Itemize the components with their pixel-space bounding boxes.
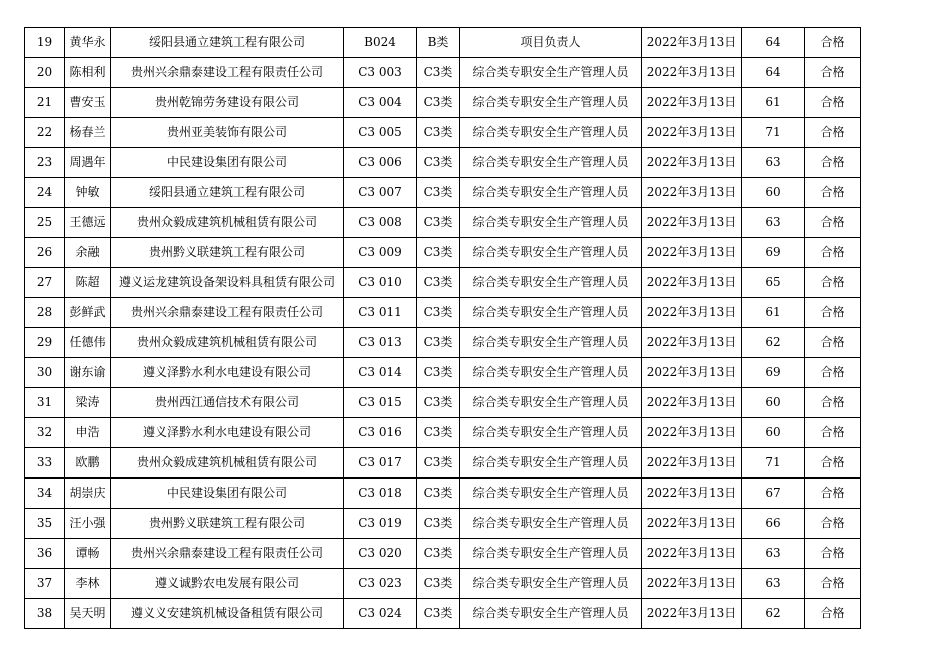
- exam-score-cell: 61: [742, 298, 805, 328]
- exam-code-cell: C3 016: [344, 418, 417, 448]
- exam-score-cell: 64: [742, 28, 805, 58]
- table-row: [25, 448, 861, 479]
- table-row: [25, 569, 861, 599]
- company-name-cell: 贵州兴余鼎泰建设工程有限责任公司: [111, 298, 344, 328]
- table-row: [25, 178, 861, 208]
- position-role-cell: 综合类专职安全生产管理人员: [460, 448, 642, 479]
- exam-score-cell: 60: [742, 178, 805, 208]
- table-row: [25, 478, 861, 509]
- exam-code-cell: C3 014: [344, 358, 417, 388]
- exam-result-cell: 合格: [805, 328, 861, 358]
- table-row: [25, 88, 861, 118]
- row-number-cell: 30: [25, 358, 65, 388]
- position-role-cell: 综合类专职安全生产管理人员: [460, 509, 642, 539]
- exam-code-cell: C3 009: [344, 238, 417, 268]
- row-number-cell: 26: [25, 238, 65, 268]
- person-name-cell: 陈超: [65, 268, 111, 298]
- exam-result-cell: 合格: [805, 358, 861, 388]
- company-name-cell: 绥阳县通立建筑工程有限公司: [111, 28, 344, 58]
- exam-date-cell: 2022年3月13日: [642, 238, 742, 268]
- company-name-cell: 遵义泽黔水利水电建设有限公司: [111, 418, 344, 448]
- person-name-cell: 钟敏: [65, 178, 111, 208]
- table-row: [25, 358, 861, 388]
- position-role-cell: 综合类专职安全生产管理人员: [460, 178, 642, 208]
- row-number-cell: 28: [25, 298, 65, 328]
- table-row: [25, 208, 861, 238]
- row-number-cell: 23: [25, 148, 65, 178]
- exam-result-cell: 合格: [805, 148, 861, 178]
- table-row: [25, 298, 861, 328]
- exam-result-cell: 合格: [805, 539, 861, 569]
- exam-score-cell: 71: [742, 118, 805, 148]
- exam-date-cell: 2022年3月13日: [642, 88, 742, 118]
- exam-class-cell: C3类: [417, 358, 460, 388]
- company-name-cell: 贵州兴余鼎泰建设工程有限责任公司: [111, 539, 344, 569]
- exam-result-cell: 合格: [805, 268, 861, 298]
- table-row: [25, 58, 861, 88]
- company-name-cell: 贵州乾锦劳务建设有限公司: [111, 88, 344, 118]
- results-table-body: [25, 28, 861, 629]
- position-role-cell: 综合类专职安全生产管理人员: [460, 118, 642, 148]
- exam-class-cell: C3类: [417, 328, 460, 358]
- position-role-cell: 综合类专职安全生产管理人员: [460, 268, 642, 298]
- exam-code-cell: B024: [344, 28, 417, 58]
- company-name-cell: 遵义运龙建筑设备架设料具租赁有限公司: [111, 268, 344, 298]
- exam-class-cell: C3类: [417, 569, 460, 599]
- person-name-cell: 周遇年: [65, 148, 111, 178]
- exam-date-cell: 2022年3月13日: [642, 298, 742, 328]
- table-row: [25, 238, 861, 268]
- exam-class-cell: C3类: [417, 388, 460, 418]
- position-role-cell: 综合类专职安全生产管理人员: [460, 388, 642, 418]
- person-name-cell: 谢东谕: [65, 358, 111, 388]
- row-number-cell: 20: [25, 58, 65, 88]
- row-number-cell: 27: [25, 268, 65, 298]
- exam-date-cell: 2022年3月13日: [642, 478, 742, 509]
- position-role-cell: 综合类专职安全生产管理人员: [460, 569, 642, 599]
- exam-code-cell: C3 019: [344, 509, 417, 539]
- table-row: [25, 268, 861, 298]
- exam-date-cell: 2022年3月13日: [642, 148, 742, 178]
- person-name-cell: 陈相利: [65, 58, 111, 88]
- position-role-cell: 综合类专职安全生产管理人员: [460, 418, 642, 448]
- exam-score-cell: 63: [742, 539, 805, 569]
- position-role-cell: 综合类专职安全生产管理人员: [460, 599, 642, 629]
- exam-result-cell: 合格: [805, 509, 861, 539]
- person-name-cell: 任德伟: [65, 328, 111, 358]
- company-name-cell: 贵州众毅成建筑机械租赁有限公司: [111, 448, 344, 479]
- exam-result-cell: 合格: [805, 88, 861, 118]
- exam-result-cell: 合格: [805, 28, 861, 58]
- exam-code-cell: C3 023: [344, 569, 417, 599]
- exam-code-cell: C3 024: [344, 599, 417, 629]
- exam-class-cell: C3类: [417, 148, 460, 178]
- exam-class-cell: C3类: [417, 208, 460, 238]
- exam-class-cell: C3类: [417, 118, 460, 148]
- row-number-cell: 32: [25, 418, 65, 448]
- exam-result-cell: 合格: [805, 298, 861, 328]
- table-row: [25, 148, 861, 178]
- exam-date-cell: 2022年3月13日: [642, 118, 742, 148]
- exam-score-cell: 63: [742, 569, 805, 599]
- exam-code-cell: C3 004: [344, 88, 417, 118]
- exam-result-cell: 合格: [805, 448, 861, 479]
- exam-class-cell: C3类: [417, 509, 460, 539]
- exam-score-cell: 60: [742, 388, 805, 418]
- exam-code-cell: C3 018: [344, 478, 417, 509]
- exam-date-cell: 2022年3月13日: [642, 328, 742, 358]
- exam-code-cell: C3 005: [344, 118, 417, 148]
- exam-date-cell: 2022年3月13日: [642, 569, 742, 599]
- exam-score-cell: 67: [742, 478, 805, 509]
- exam-date-cell: 2022年3月13日: [642, 418, 742, 448]
- exam-class-cell: C3类: [417, 539, 460, 569]
- person-name-cell: 胡崇庆: [65, 478, 111, 509]
- company-name-cell: 贵州黔义联建筑工程有限公司: [111, 238, 344, 268]
- exam-class-cell: C3类: [417, 58, 460, 88]
- person-name-cell: 王德远: [65, 208, 111, 238]
- results-table: [24, 27, 861, 629]
- position-role-cell: 综合类专职安全生产管理人员: [460, 539, 642, 569]
- position-role-cell: 综合类专职安全生产管理人员: [460, 238, 642, 268]
- exam-date-cell: 2022年3月13日: [642, 388, 742, 418]
- exam-score-cell: 69: [742, 358, 805, 388]
- row-number-cell: 19: [25, 28, 65, 58]
- position-role-cell: 综合类专职安全生产管理人员: [460, 478, 642, 509]
- exam-score-cell: 64: [742, 58, 805, 88]
- exam-class-cell: C3类: [417, 448, 460, 479]
- company-name-cell: 遵义诚黔农电发展有限公司: [111, 569, 344, 599]
- table-row: [25, 388, 861, 418]
- company-name-cell: 绥阳县通立建筑工程有限公司: [111, 178, 344, 208]
- exam-result-cell: 合格: [805, 238, 861, 268]
- exam-class-cell: C3类: [417, 268, 460, 298]
- person-name-cell: 曹安玉: [65, 88, 111, 118]
- exam-date-cell: 2022年3月13日: [642, 448, 742, 479]
- person-name-cell: 申浩: [65, 418, 111, 448]
- person-name-cell: 谭畅: [65, 539, 111, 569]
- exam-score-cell: 71: [742, 448, 805, 479]
- exam-class-cell: C3类: [417, 298, 460, 328]
- exam-class-cell: C3类: [417, 88, 460, 118]
- position-role-cell: 综合类专职安全生产管理人员: [460, 208, 642, 238]
- exam-code-cell: C3 010: [344, 268, 417, 298]
- table-row: [25, 328, 861, 358]
- person-name-cell: 吴天明: [65, 599, 111, 629]
- exam-code-cell: C3 017: [344, 448, 417, 479]
- position-role-cell: 综合类专职安全生产管理人员: [460, 298, 642, 328]
- person-name-cell: 李林: [65, 569, 111, 599]
- exam-result-cell: 合格: [805, 418, 861, 448]
- row-number-cell: 35: [25, 509, 65, 539]
- exam-code-cell: C3 020: [344, 539, 417, 569]
- table-row: [25, 418, 861, 448]
- exam-class-cell: C3类: [417, 238, 460, 268]
- table-row: [25, 539, 861, 569]
- exam-class-cell: C3类: [417, 418, 460, 448]
- row-number-cell: 25: [25, 208, 65, 238]
- company-name-cell: 遵义泽黔水利水电建设有限公司: [111, 358, 344, 388]
- exam-code-cell: C3 006: [344, 148, 417, 178]
- company-name-cell: 贵州众毅成建筑机械租赁有限公司: [111, 328, 344, 358]
- row-number-cell: 21: [25, 88, 65, 118]
- exam-date-cell: 2022年3月13日: [642, 268, 742, 298]
- exam-result-cell: 合格: [805, 599, 861, 629]
- company-name-cell: 贵州黔义联建筑工程有限公司: [111, 509, 344, 539]
- exam-score-cell: 65: [742, 268, 805, 298]
- row-number-cell: 29: [25, 328, 65, 358]
- exam-score-cell: 66: [742, 509, 805, 539]
- exam-score-cell: 61: [742, 88, 805, 118]
- row-number-cell: 38: [25, 599, 65, 629]
- row-number-cell: 24: [25, 178, 65, 208]
- position-role-cell: 项目负责人: [460, 28, 642, 58]
- exam-class-cell: B类: [417, 28, 460, 58]
- exam-date-cell: 2022年3月13日: [642, 28, 742, 58]
- company-name-cell: 贵州亚美装饰有限公司: [111, 118, 344, 148]
- company-name-cell: 遵义义安建筑机械设备租赁有限公司: [111, 599, 344, 629]
- company-name-cell: 贵州兴余鼎泰建设工程有限责任公司: [111, 58, 344, 88]
- position-role-cell: 综合类专职安全生产管理人员: [460, 58, 642, 88]
- position-role-cell: 综合类专职安全生产管理人员: [460, 148, 642, 178]
- exam-code-cell: C3 008: [344, 208, 417, 238]
- company-name-cell: 贵州众毅成建筑机械租赁有限公司: [111, 208, 344, 238]
- person-name-cell: 彭鲜武: [65, 298, 111, 328]
- exam-code-cell: C3 015: [344, 388, 417, 418]
- exam-score-cell: 69: [742, 238, 805, 268]
- exam-score-cell: 63: [742, 208, 805, 238]
- table-row: [25, 509, 861, 539]
- row-number-cell: 33: [25, 448, 65, 479]
- person-name-cell: 欧鹏: [65, 448, 111, 479]
- row-number-cell: 34: [25, 478, 65, 509]
- exam-code-cell: C3 011: [344, 298, 417, 328]
- row-number-cell: 31: [25, 388, 65, 418]
- row-number-cell: 36: [25, 539, 65, 569]
- row-number-cell: 22: [25, 118, 65, 148]
- person-name-cell: 余融: [65, 238, 111, 268]
- exam-score-cell: 60: [742, 418, 805, 448]
- position-role-cell: 综合类专职安全生产管理人员: [460, 358, 642, 388]
- company-name-cell: 中民建设集团有限公司: [111, 478, 344, 509]
- exam-score-cell: 62: [742, 328, 805, 358]
- exam-score-cell: 63: [742, 148, 805, 178]
- exam-result-cell: 合格: [805, 208, 861, 238]
- exam-result-cell: 合格: [805, 118, 861, 148]
- table-row: [25, 28, 861, 58]
- person-name-cell: 黄华永: [65, 28, 111, 58]
- exam-code-cell: C3 007: [344, 178, 417, 208]
- exam-date-cell: 2022年3月13日: [642, 358, 742, 388]
- exam-date-cell: 2022年3月13日: [642, 539, 742, 569]
- exam-date-cell: 2022年3月13日: [642, 58, 742, 88]
- exam-result-cell: 合格: [805, 178, 861, 208]
- person-name-cell: 梁涛: [65, 388, 111, 418]
- exam-class-cell: C3类: [417, 599, 460, 629]
- person-name-cell: 杨春兰: [65, 118, 111, 148]
- company-name-cell: 中民建设集团有限公司: [111, 148, 344, 178]
- exam-code-cell: C3 013: [344, 328, 417, 358]
- exam-class-cell: C3类: [417, 478, 460, 509]
- exam-result-cell: 合格: [805, 478, 861, 509]
- row-number-cell: 37: [25, 569, 65, 599]
- exam-date-cell: 2022年3月13日: [642, 509, 742, 539]
- exam-date-cell: 2022年3月13日: [642, 599, 742, 629]
- exam-date-cell: 2022年3月13日: [642, 208, 742, 238]
- exam-result-cell: 合格: [805, 58, 861, 88]
- exam-class-cell: C3类: [417, 178, 460, 208]
- exam-score-cell: 62: [742, 599, 805, 629]
- position-role-cell: 综合类专职安全生产管理人员: [460, 88, 642, 118]
- table-row: [25, 118, 861, 148]
- company-name-cell: 贵州西江通信技术有限公司: [111, 388, 344, 418]
- exam-result-cell: 合格: [805, 569, 861, 599]
- person-name-cell: 汪小强: [65, 509, 111, 539]
- exam-date-cell: 2022年3月13日: [642, 178, 742, 208]
- exam-result-cell: 合格: [805, 388, 861, 418]
- position-role-cell: 综合类专职安全生产管理人员: [460, 328, 642, 358]
- table-row: [25, 599, 861, 629]
- exam-code-cell: C3 003: [344, 58, 417, 88]
